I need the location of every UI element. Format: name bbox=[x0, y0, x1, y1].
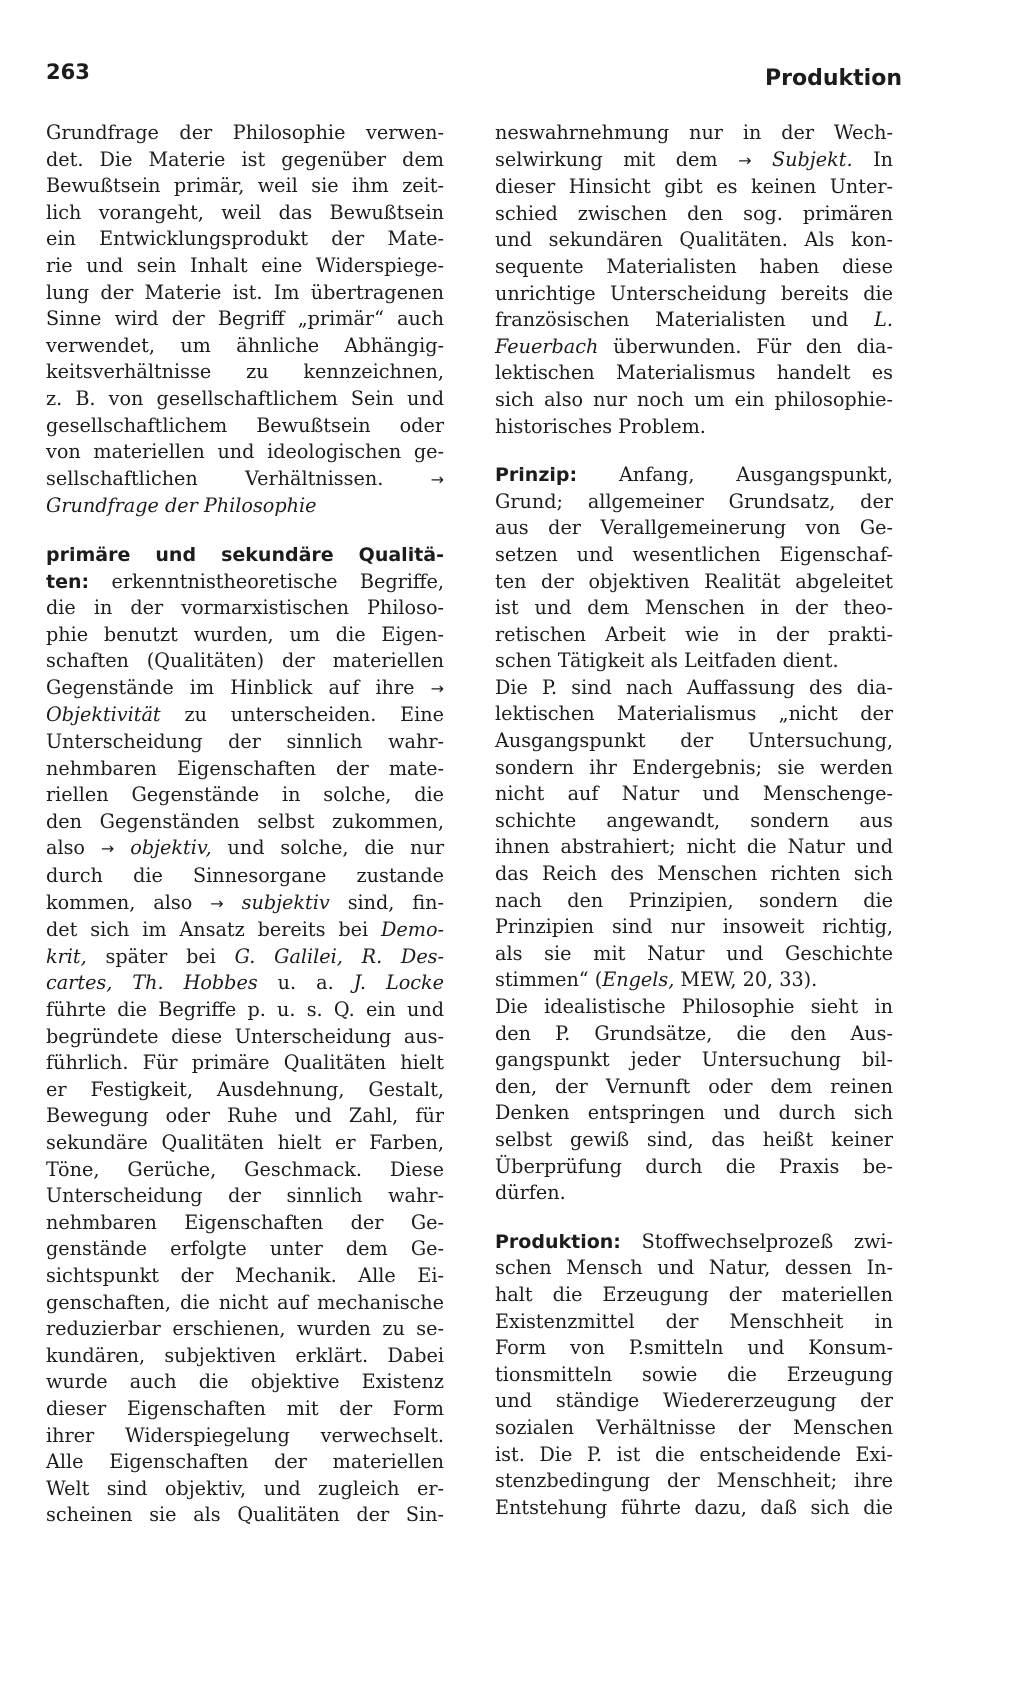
text-line: ist. Die P. ist die entscheidende Exi- bbox=[495, 1442, 893, 1466]
text-line: führte die Begriffe p. u. s. Q. ein und bbox=[46, 998, 444, 1021]
text-line bbox=[46, 917, 444, 944]
text-line bbox=[495, 147, 893, 175]
text-line bbox=[495, 1229, 893, 1256]
text-line: den, der Vernunft oder dem reinen bbox=[495, 1074, 893, 1098]
page-number: 263 bbox=[46, 60, 90, 84]
text-line: dieser Hinsicht gibt es keinen Unter- bbox=[495, 175, 893, 199]
text-line: ihrer Widerspiegelung verwechselt. bbox=[46, 1423, 444, 1447]
text-line: Existenzmittel der Menschheit in bbox=[495, 1309, 893, 1333]
text-line: Entstehung führte dazu, daß sich die bbox=[495, 1495, 893, 1519]
name-demokrit: krit, bbox=[46, 944, 87, 968]
headword: Produktion: bbox=[495, 1230, 621, 1253]
right-column bbox=[495, 120, 893, 1521]
text-line: lektischen Materialismus handelt es bbox=[495, 361, 893, 385]
entry-prinzip bbox=[495, 462, 893, 1207]
text-fragment: erkenntnistheoretische Begriffe, bbox=[111, 569, 444, 593]
text-line: scheinen sie als Qualitäten der Sin- bbox=[46, 1503, 444, 1527]
text-line: schied zwischen den sog. primären bbox=[495, 201, 893, 225]
text-fragment: u. a. bbox=[277, 971, 334, 995]
text-line: Unterscheidung der sinnlich wahr- bbox=[46, 730, 444, 754]
headword: Prinzip: bbox=[495, 464, 578, 487]
text-line: setzen und wesentlichen Eigenschaf- bbox=[495, 542, 893, 566]
arrow-icon: → bbox=[430, 678, 444, 698]
name-galilei: G. Galilei, R. Des- bbox=[234, 944, 445, 968]
text-line: Welt sind objektiv, und zugleich er- bbox=[46, 1476, 444, 1500]
crossref-grundfrage[interactable]: Grundfrage der Philosophie bbox=[46, 494, 317, 518]
text-line: das Reich des Menschen richten sich bbox=[495, 862, 893, 886]
text-fragment: In bbox=[873, 147, 893, 171]
text-line: Überprüfung durch die Praxis be- bbox=[495, 1154, 893, 1178]
text-fragment: und solche, die nur bbox=[227, 836, 445, 860]
text-fragment: stimmen“ ( bbox=[495, 968, 603, 992]
text-line: genstände erfolgte unter dem Ge- bbox=[46, 1237, 444, 1261]
text-line: führlich. Für primäre Qualitäten hielt bbox=[46, 1051, 444, 1075]
text-line: reduzierbar erschienen, wurden zu se- bbox=[46, 1317, 444, 1341]
text-line: als sie mit Natur und Geschichte bbox=[495, 941, 893, 965]
arrow-icon: → bbox=[430, 469, 444, 489]
text-line: Die idealistische Philosophie sieht in bbox=[495, 995, 893, 1018]
text-line: selbst gewiß sind, das heißt keiner bbox=[495, 1127, 893, 1151]
text-line: Grundfrage der Philosophie verwen- bbox=[46, 121, 444, 144]
text-line: lich vorangeht, weil das Bewußtsein bbox=[46, 200, 444, 224]
text-line: stenzbedingung der Menschheit; ihre bbox=[495, 1469, 893, 1493]
text-fragment: Stoffwechselprozeß zwi- bbox=[641, 1229, 893, 1253]
text-line: unrichtige Unterscheidung bereits die bbox=[495, 281, 893, 305]
text-line: gangspunkt jeder Untersuchung bil- bbox=[495, 1048, 893, 1072]
text-fragment: sellschaftlichen Verhältnissen. bbox=[46, 466, 384, 490]
text-line: sondern ihr Endergebnis; sie werden bbox=[495, 755, 893, 779]
crossref-subjekt[interactable]: Subjekt. bbox=[772, 147, 853, 171]
crossref-objektiv[interactable]: objektiv, bbox=[130, 836, 212, 860]
running-head: Produktion bbox=[765, 66, 902, 91]
text-line bbox=[46, 835, 444, 863]
text-line: genschaften, die nicht auf mechanische bbox=[46, 1290, 444, 1314]
text-line: neswahrnehmung nur in der Wech- bbox=[495, 121, 893, 144]
headword-line bbox=[46, 542, 444, 569]
text-line: Prinzipien sind nur insoweit richtig, bbox=[495, 915, 893, 939]
entry-produktion bbox=[495, 1229, 893, 1522]
text-fragment: Anfang, Ausgangspunkt, bbox=[618, 463, 893, 487]
text-line: dieser Eigenschaften mit der Form bbox=[46, 1396, 444, 1420]
text-fragment: sind, fin- bbox=[347, 890, 444, 914]
text-fragment: Gegenstände im Hinblick auf ihre bbox=[46, 675, 415, 699]
text-line: dürfen. bbox=[495, 1181, 566, 1205]
entry-primaere-qualitaeten bbox=[46, 542, 444, 1529]
text-line bbox=[495, 967, 893, 994]
text-line: nicht auf Natur und Menschenge- bbox=[495, 782, 893, 806]
text-line: sequente Materialisten haben diese bbox=[495, 254, 893, 278]
text-line: nehmbaren Eigenschaften der mate- bbox=[46, 756, 444, 780]
text-line: sekundäre Qualitäten hielt er Farben, bbox=[46, 1130, 444, 1154]
text-line: er Festigkeit, Ausdehnung, Gestalt, bbox=[46, 1077, 444, 1101]
text-line: gesellschaftlichem Bewußtsein oder bbox=[46, 413, 444, 437]
text-line: sich also nur noch um ein philosophie- bbox=[495, 387, 893, 411]
text-line: lektischen Materialismus „nicht der bbox=[495, 702, 893, 726]
text-line: sichtspunkt der Mechanik. Alle Ei- bbox=[46, 1263, 444, 1287]
text-line: Sinne wird der Begriff „primär“ auch bbox=[46, 307, 444, 331]
headword: primäre und sekundäre Qualitä- bbox=[46, 543, 444, 566]
text-line: Alle Eigenschaften der materiellen bbox=[46, 1450, 444, 1474]
text-fragment: später bei bbox=[105, 944, 216, 968]
text-line: Unterscheidung der sinnlich wahr- bbox=[46, 1184, 444, 1208]
text-line: ten der objektiven Realität abgeleitet bbox=[495, 569, 893, 593]
text-line: ein Entwicklungsprodukt der Mate- bbox=[46, 227, 444, 251]
arrow-icon: → bbox=[100, 839, 115, 859]
text-line: aus der Verallgemeinerung von Ge- bbox=[495, 516, 893, 540]
text-line: Form von P.smitteln und Konsum- bbox=[495, 1336, 893, 1360]
text-line: wurde auch die objektive Existenz bbox=[46, 1370, 444, 1394]
text-line: ihnen abstrahiert; nicht die Natur und bbox=[495, 835, 893, 859]
text-line: Töne, Gerüche, Geschmack. Diese bbox=[46, 1157, 444, 1181]
text-line: kundären, subjektiven erklärt. Dabei bbox=[46, 1343, 444, 1367]
text-line: die in der vormarxistischen Philoso- bbox=[46, 596, 444, 620]
text-line: und ständige Wiedererzeugung der bbox=[495, 1389, 893, 1413]
text-fragment: zu unterscheiden. Eine bbox=[184, 703, 444, 727]
arrow-icon: → bbox=[738, 150, 752, 170]
name-demokrit: Demo- bbox=[381, 918, 444, 942]
text-line bbox=[46, 702, 444, 729]
crossref-subjektiv[interactable]: subjektiv bbox=[241, 890, 330, 914]
text-line: halt die Erzeugung der materiellen bbox=[495, 1282, 893, 1306]
text-line: rie und sein Inhalt eine Widerspiege- bbox=[46, 253, 444, 277]
text-line: von materiellen und ideologischen ge- bbox=[46, 440, 444, 464]
text-line: sozialen Verhältnisse der Menschen bbox=[495, 1415, 893, 1439]
text-line: Grund; allgemeiner Grundsatz, der bbox=[495, 489, 893, 513]
text-line bbox=[495, 307, 893, 334]
text-line: schaften (Qualitäten) der materiellen bbox=[46, 649, 444, 673]
text-line: lung der Materie ist. Im übertragenen bbox=[46, 280, 444, 304]
text-line: Die P. sind nach Auffassung des dia- bbox=[495, 675, 893, 699]
text-line: Ausgangspunkt der Untersuchung, bbox=[495, 729, 893, 753]
text-line: det. Die Materie ist gegenüber dem bbox=[46, 147, 444, 171]
text-line bbox=[46, 569, 444, 596]
text-line bbox=[46, 970, 444, 997]
headword: ten: bbox=[46, 570, 90, 593]
paragraph-qualitaeten-cont bbox=[495, 120, 893, 440]
text-line: riellen Gegenstände in solche, die bbox=[46, 783, 444, 807]
text-line: schen Mensch und Natur, dessen In- bbox=[495, 1256, 893, 1280]
name-feuerbach: Feuerbach bbox=[495, 334, 599, 358]
text-fragment: also bbox=[46, 836, 85, 860]
text-line: keitsverhältnisse zu kennzeichnen, bbox=[46, 360, 444, 384]
text-line: den P. Grundsätze, die den Aus- bbox=[495, 1021, 893, 1045]
text-line: begründete diese Unterscheidung aus- bbox=[46, 1024, 444, 1048]
text-line: verwendet, um ähnliche Abhängig- bbox=[46, 333, 444, 357]
text-line: historisches Problem. bbox=[495, 414, 706, 438]
paragraph-materie bbox=[46, 120, 444, 520]
text-line: durch die Sinnesorgane zustande bbox=[46, 864, 444, 888]
text-line bbox=[46, 675, 444, 703]
text-line bbox=[495, 334, 893, 361]
text-line: Denken entspringen und durch sich bbox=[495, 1101, 893, 1125]
text-line bbox=[495, 462, 893, 489]
text-line: schichte angewandt, sondern aus bbox=[495, 808, 893, 832]
text-line: Bewegung oder Ruhe und Zahl, für bbox=[46, 1104, 444, 1128]
text-line: retischen Arbeit wie in der prakti- bbox=[495, 622, 893, 646]
name-locke: J. Locke bbox=[353, 971, 444, 995]
text-line: den Gegenständen selbst zukommen, bbox=[46, 809, 444, 833]
text-line: und sekundären Qualitäten. Als kon- bbox=[495, 228, 893, 252]
text-fragment: kommen, also bbox=[46, 890, 193, 914]
text-line: nach den Prinzipien, sondern die bbox=[495, 888, 893, 912]
text-line bbox=[46, 466, 444, 494]
text-line: ist und dem Menschen in der theo- bbox=[495, 596, 893, 620]
text-line: phie benutzt wurden, um die Eigen- bbox=[46, 622, 444, 646]
crossref-objektivitaet[interactable]: Objektivität bbox=[46, 703, 161, 727]
text-fragment: selwirkung mit dem bbox=[495, 147, 718, 171]
text-line: nehmbaren Eigenschaften der Ge- bbox=[46, 1210, 444, 1234]
text-line: schen Tätigkeit als Leitfaden dient. bbox=[495, 649, 839, 673]
text-fragment: französischen Materialisten und bbox=[495, 308, 849, 332]
text-line bbox=[46, 944, 444, 971]
name-descartes-hobbes: cartes, Th. Hobbes bbox=[46, 971, 258, 995]
text-line: tionsmitteln sowie die Erzeugung bbox=[495, 1362, 893, 1386]
text-line: z. B. von gesellschaftlichem Sein und bbox=[46, 386, 444, 410]
citation-mew: MEW, 20, 33). bbox=[680, 968, 818, 992]
text-line: Bewußtsein primär, weil sie ihm zeit- bbox=[46, 174, 444, 198]
text-fragment: überwunden. Für den dia- bbox=[613, 334, 893, 358]
left-column bbox=[46, 120, 444, 1529]
text-line bbox=[46, 890, 444, 918]
crossref-link[interactable] bbox=[46, 493, 444, 520]
text-fragment: det sich im Ansatz bereits bei bbox=[46, 918, 369, 942]
arrow-icon: → bbox=[210, 893, 224, 913]
citation-engels: Engels, bbox=[602, 968, 675, 992]
name-feuerbach: L. bbox=[874, 308, 893, 332]
